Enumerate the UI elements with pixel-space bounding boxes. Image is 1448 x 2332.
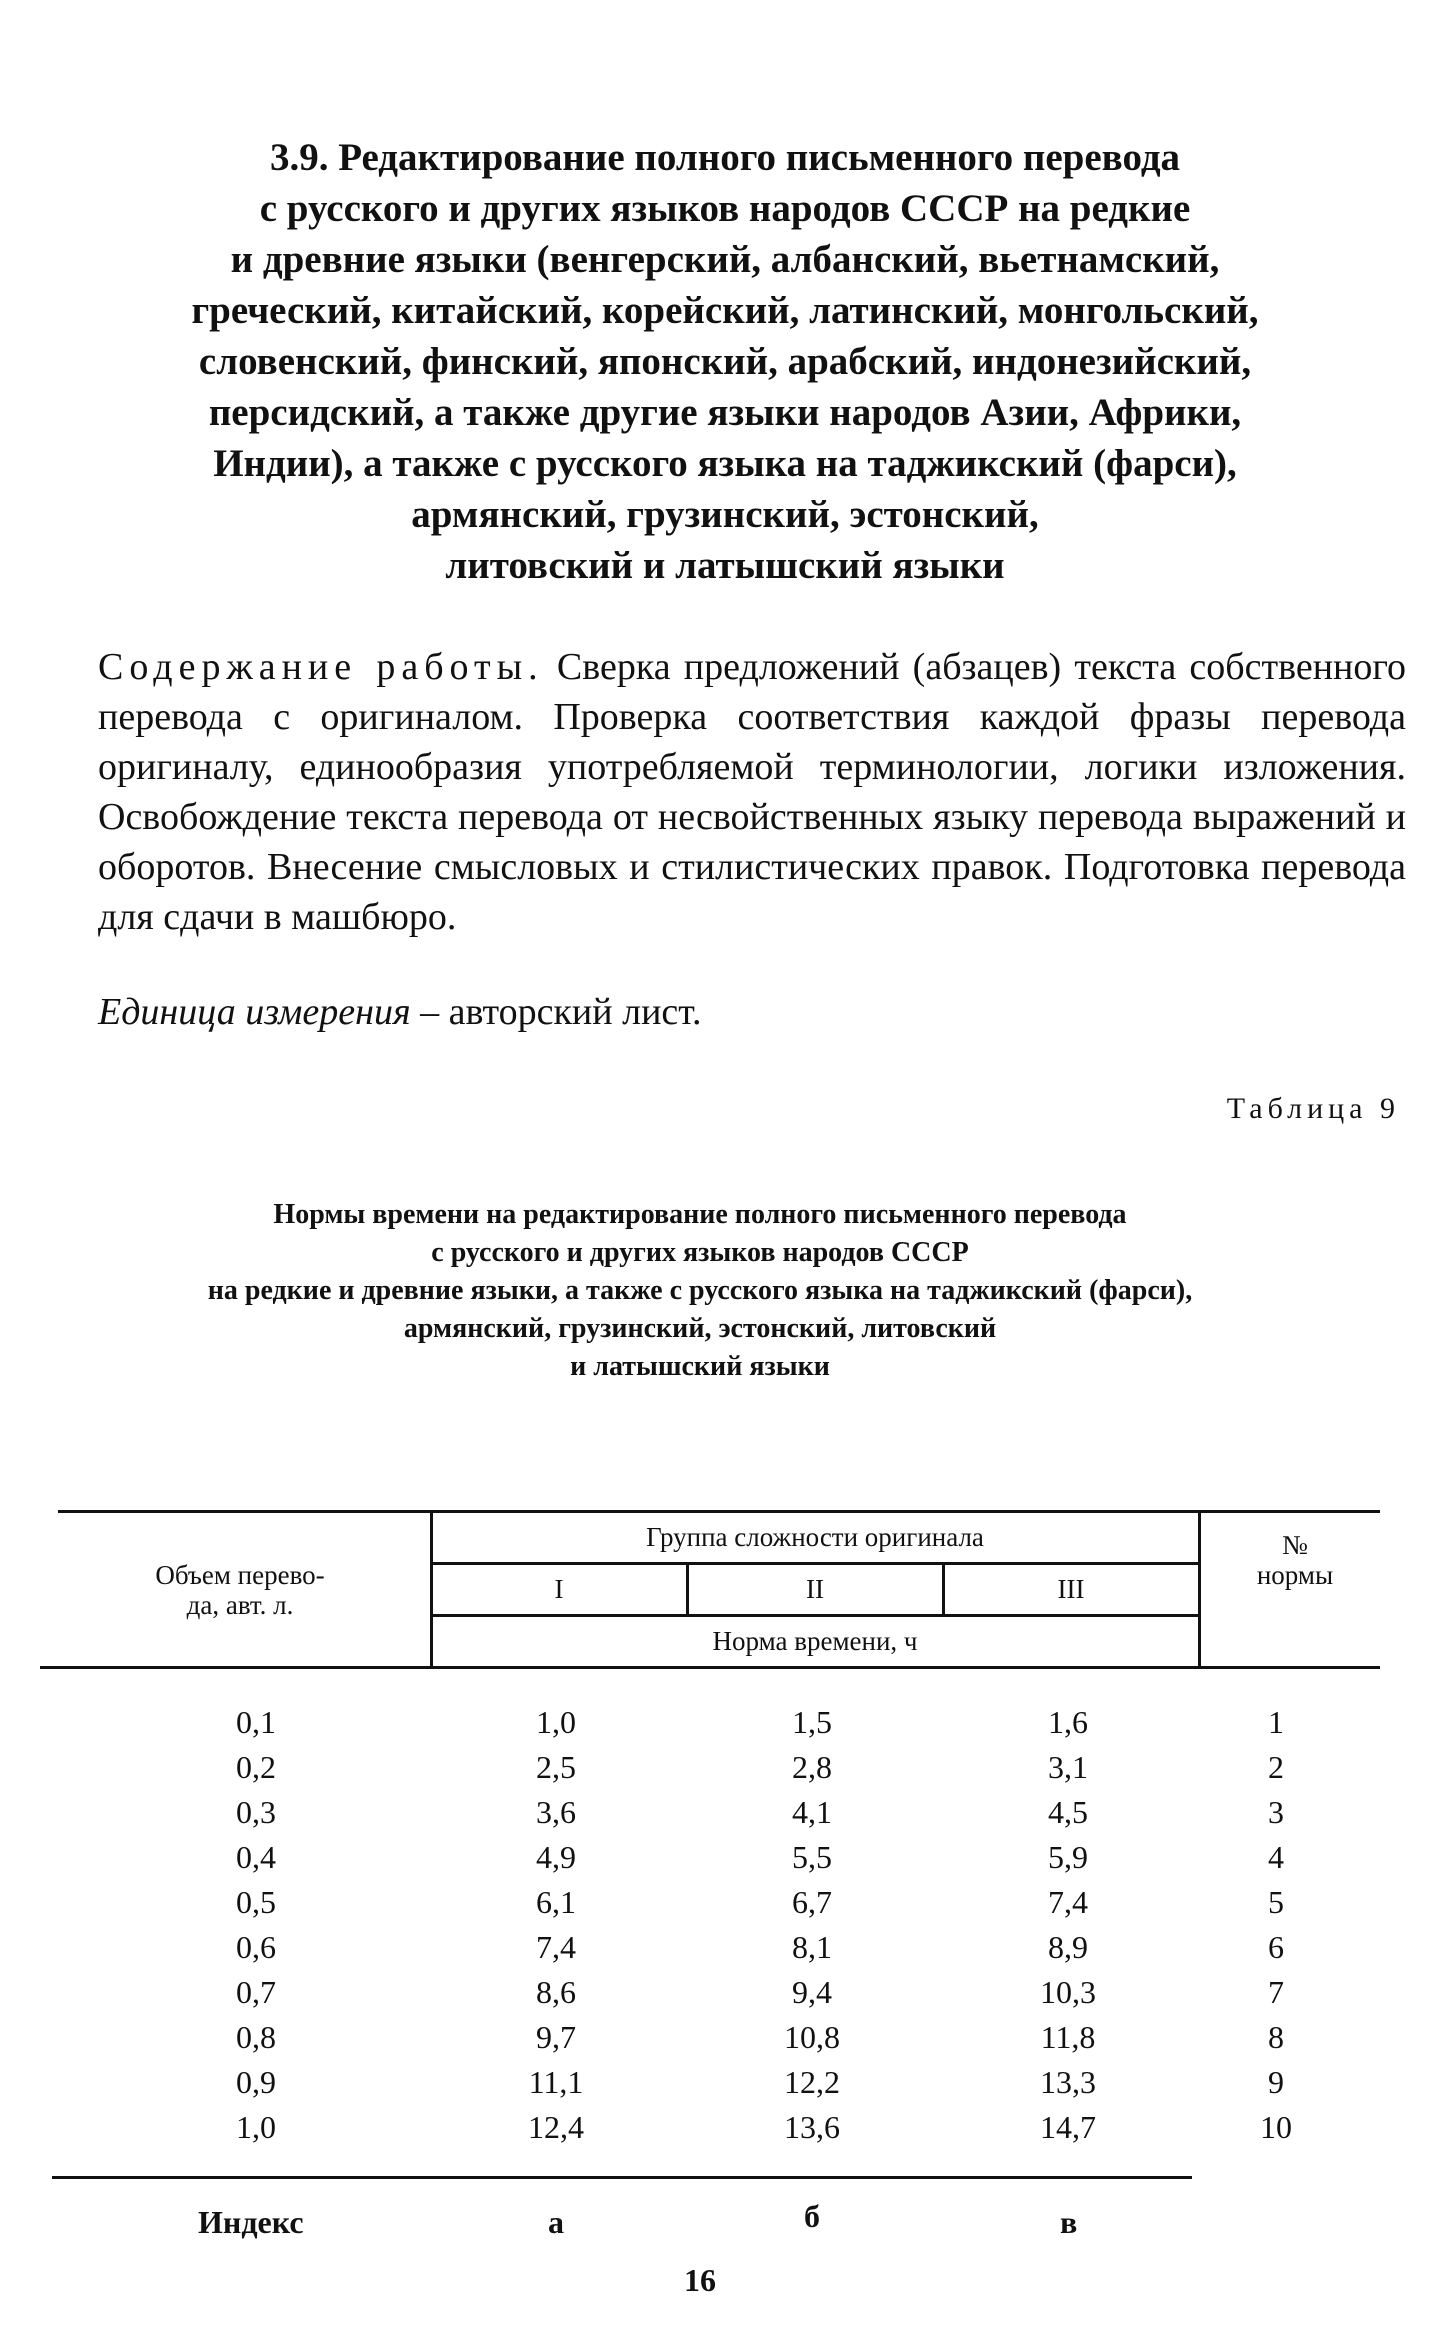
cell-group-2: 13,6 [784, 2109, 840, 2145]
cell-group-3: 8,9 [1048, 1929, 1088, 1965]
cell-group-3: 11,8 [1040, 2019, 1096, 2055]
cell-norm: 1 [1268, 1704, 1284, 1740]
heading-line: армянский, грузинский, эстонский, [411, 493, 1039, 536]
section-heading [120, 132, 1330, 591]
header-bottom-rule [40, 1666, 1380, 1669]
cell-group-1: 2,5 [536, 1749, 576, 1785]
cell-group-2: 6,7 [792, 1884, 832, 1920]
column-header-group: Группа сложности оригинала [646, 1522, 984, 1552]
column-header-group-1: I [554, 1574, 564, 1604]
index-label: Индекс [198, 2204, 304, 2240]
cell-volume: 0,2 [236, 1749, 276, 1785]
cell-norm: 6 [1268, 1929, 1284, 1965]
cell-norm: 2 [1268, 1749, 1284, 1785]
table-label: Таблица 9 [1226, 1092, 1400, 1125]
cell-group-1: 1,0 [536, 1704, 576, 1740]
work-content-text: Сверка предложений (абзацев) текста собственного перевода с оригиналом. Проверка соответствия каждой фразы перевода оригиналу, единообразия употребляемой терминологии, логики изложения. Освобождение текста перевода от несвойственных языку перевода выражений и оборотов. Внесение смысловых и стилистических правок. Подготовка перевода для сдачи в машбюро. [98, 646, 1407, 938]
cell-group-2: 2,8 [792, 1749, 832, 1785]
cell-group-2: 12,2 [784, 2064, 840, 2100]
cell-group-2: 5,5 [792, 1839, 832, 1875]
cell-group-3: 3,1 [1048, 1749, 1088, 1785]
cell-group-1: 6,1 [536, 1884, 576, 1920]
heading-line: Индии), а также с русского языка на таджикский (фарси), [213, 442, 1237, 485]
heading-line: словенский, финский, японский, арабский, индонезийский, [198, 340, 1252, 383]
cell-group-1: 4,9 [536, 1839, 576, 1875]
cell-group-3: 14,7 [1040, 2109, 1096, 2145]
column-header-norm-line1: № [1282, 1530, 1308, 1560]
table-title-line: армянский, грузинский, эстонский, литовский [403, 1313, 997, 1344]
work-content-paragraph [98, 642, 1406, 942]
cell-volume: 0,4 [236, 1839, 276, 1875]
cell-group-1: 7,4 [536, 1929, 576, 1965]
unit-value: – авторский лист. [420, 991, 702, 1033]
header-roman-rule [430, 1614, 1200, 1617]
cell-volume: 0,8 [236, 2019, 276, 2055]
cell-norm: 9 [1268, 2064, 1284, 2100]
cell-group-1: 9,7 [536, 2019, 576, 2055]
cell-group-3: 1,6 [1048, 1704, 1088, 1740]
cell-group-2: 9,4 [792, 1974, 832, 2010]
index-value-b: б [804, 2198, 820, 2234]
cell-norm: 7 [1268, 1974, 1284, 2010]
column-header-volume-line1: Объем перево- [155, 1560, 325, 1590]
column-header-group-2: II [806, 1574, 824, 1604]
table-title-line: на редкие и древние языки, а также с русского языка на таджикский (фарси), [207, 1275, 1193, 1306]
table-title-line: и латышский языки [570, 1351, 830, 1382]
cell-group-3: 7,4 [1048, 1884, 1088, 1920]
heading-line: греческий, китайский, корейский, латинский, монгольский, [191, 289, 1259, 332]
column-header-time: Норма времени, ч [712, 1626, 918, 1656]
column-header-group-3: III [1057, 1574, 1085, 1604]
table-title [100, 1196, 1300, 1386]
cell-volume: 0,5 [236, 1884, 276, 1920]
cell-norm: 4 [1268, 1839, 1284, 1875]
cell-volume: 0,6 [236, 1929, 276, 1965]
cell-norm: 8 [1268, 2019, 1284, 2055]
heading-line: 3.9. Редактирование полного письменного перевода [269, 136, 1181, 179]
column-header-volume [120, 1560, 360, 1620]
header-group-rule [430, 1562, 1200, 1565]
cell-volume: 1,0 [236, 2109, 276, 2145]
cell-group-3: 13,3 [1040, 2064, 1096, 2100]
unit-label: Единица измерения [98, 991, 411, 1033]
cell-group-1: 8,6 [536, 1974, 576, 2010]
cell-group-1: 11,1 [528, 2064, 584, 2100]
cell-group-2: 1,5 [792, 1704, 832, 1740]
column-header-norm-line2: нормы [1256, 1560, 1334, 1590]
work-content-lead: Содержание работы. [98, 646, 544, 688]
table-bottom-rule [52, 2176, 1192, 2179]
table-title-line: Нормы времени на редактирование полного письменного перевода [273, 1199, 1127, 1230]
index-value-v: в [1060, 2204, 1078, 2240]
page-number: 16 [684, 2262, 716, 2298]
heading-line: литовский и латышский языки [445, 544, 1005, 587]
unit-of-measure [98, 990, 702, 1034]
column-header-volume-line2: да, авт. л. [186, 1590, 294, 1620]
cell-volume: 0,3 [236, 1794, 276, 1830]
cell-volume: 0,7 [236, 1974, 276, 2010]
index-value-a: а [548, 2204, 564, 2240]
cell-volume: 0,9 [236, 2064, 276, 2100]
cell-group-2: 4,1 [792, 1794, 832, 1830]
cell-volume: 0,1 [236, 1704, 276, 1740]
cell-norm: 5 [1268, 1884, 1284, 1920]
cell-group-3: 5,9 [1048, 1839, 1088, 1875]
heading-line: с русского и других языков народов СССР на редкие [259, 187, 1191, 230]
table-title-line: с русского и других языков народов СССР [431, 1237, 969, 1268]
cell-group-1: 3,6 [536, 1794, 576, 1830]
cell-group-1: 12,4 [528, 2109, 584, 2145]
heading-line: и древние языки (венгерский, албанский, вьетнамский, [230, 238, 1220, 281]
cell-group-2: 8,1 [792, 1929, 832, 1965]
cell-group-2: 10,8 [784, 2019, 840, 2055]
cell-group-3: 10,3 [1040, 1974, 1096, 2010]
cell-norm: 3 [1268, 1794, 1284, 1830]
cell-group-3: 4,5 [1048, 1794, 1088, 1830]
header-top-rule [58, 1510, 1380, 1513]
heading-line: персидский, а также другие языки народов Азии, Африки, [208, 391, 1242, 434]
cell-norm: 10 [1260, 2109, 1292, 2145]
column-header-norm [1210, 1530, 1380, 1590]
